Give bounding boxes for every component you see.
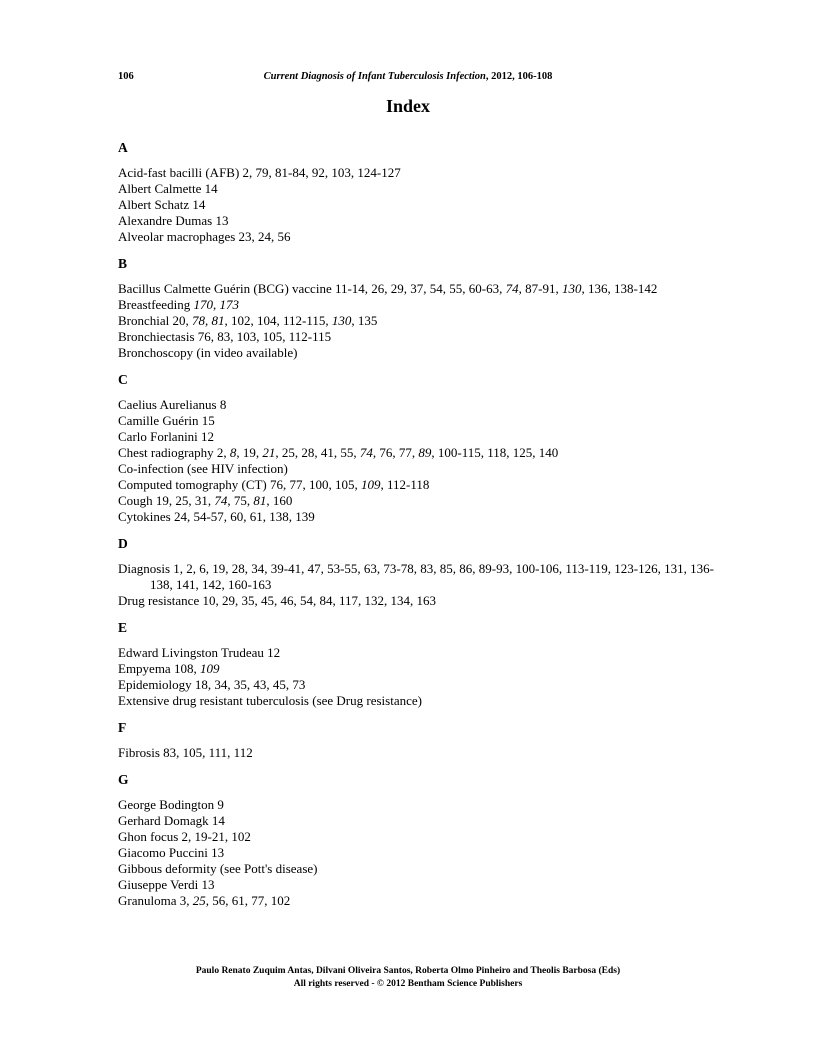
index-entry [118,745,718,761]
entry-text: Albert Schatz 14 [118,197,206,212]
entry-text: , 76, 77, [372,445,419,460]
index-entry [118,429,718,445]
index-section-e [118,620,718,709]
italic-page-ref: 74 [505,281,519,296]
index-entry [118,797,718,813]
entry-text: Albert Calmette 14 [118,181,218,196]
entry-text: Ghon focus 2, 19-21, 102 [118,829,251,844]
entry-text: Fibrosis 83, 105, 111, 112 [118,745,253,760]
entry-text: Bacillus Calmette Guérin (BCG) vaccine 11-14, 26, 29, 37, 54, 55, 60-63, [118,281,506,296]
index-entry [118,181,718,197]
entry-text: Chest radiography 2, [118,445,230,460]
section-letter-heading: C [118,372,128,387]
italic-page-ref: 25 [192,893,206,908]
italic-page-ref: 21 [262,445,276,460]
entry-text: Diagnosis 1, 2, 6, 19, 28, 34, 39-41, 47, 53-55, 63, 73-78, 83, 85, 86, 89-93, 100-106, 113-119, 123-126, 131, 136-138, 141, 142, 160-163 [118,561,714,592]
italic-page-ref: 130 [331,313,352,328]
running-header [118,70,698,84]
italic-page-ref: 78 [192,313,206,328]
italic-page-ref: 173 [219,297,239,312]
index-entry [118,281,718,297]
entry-text: Alveolar macrophages 23, 24, 56 [118,229,291,244]
page-title: Index [385,96,430,116]
entry-text: Computed tomography (CT) 76, 77, 100, 105, [118,477,362,492]
italic-page-ref: 89 [418,445,432,460]
entry-text: Edward Livingston Trudeau 12 [118,645,281,660]
index-entry [118,397,718,413]
footer-copyright: All rights reserved - © 2012 Bentham Science Publishers [293,979,523,989]
entry-text: Bronchoscopy (in video available) [118,345,298,360]
entry-text: , 56, 61, 77, 102 [205,893,291,908]
section-letter-heading: D [118,536,128,551]
index-entry [118,197,718,213]
entry-text: George Bodington 9 [118,797,224,812]
index-entry [118,413,718,429]
index-entry [118,345,718,361]
index-entry [118,645,718,661]
index-entry [118,477,718,493]
entry-text: Cough 19, 25, 31, [118,493,215,508]
index-section-g [118,772,718,909]
entry-text: Carlo Forlanini 12 [118,429,215,444]
entry-text: Giacomo Puccini 13 [118,845,225,860]
entry-text: Breastfeeding [118,297,194,312]
entry-text: , 19, [236,445,263,460]
index-entry [118,165,718,181]
entry-text: Giuseppe Verdi 13 [118,877,215,892]
italic-page-ref: 81 [211,313,225,328]
section-letter-heading: E [118,620,128,635]
entry-text: , 160 [266,493,293,508]
index-entry [118,329,718,345]
section-letter-heading: F [118,720,127,735]
entry-text: , 25, 28, 41, 55, [275,445,360,460]
index-entry [118,461,718,477]
index-entry [118,493,718,509]
entry-text: , [205,313,212,328]
index-entry [118,813,718,829]
entry-text: , 135 [351,313,378,328]
journal-title: Current Diagnosis of Infant Tuberculosis Infection [263,71,486,82]
page-number: 106 [118,71,134,82]
italic-page-ref: 109 [361,477,381,492]
entry-text: Epidemiology 18, 34, 35, 43, 45, 73 [118,677,306,692]
index-entry [118,829,718,845]
italic-page-ref: 81 [253,493,267,508]
italic-page-ref: 170 [193,297,213,312]
index-entry [118,845,718,861]
italic-page-ref: 109 [199,661,220,676]
index-section-a [118,140,718,245]
italic-page-ref: 130 [561,281,582,296]
italic-page-ref: 74 [359,445,373,460]
entry-text: , 75, [227,493,254,508]
italic-page-ref: 8 [229,445,237,460]
index-entry [118,297,718,313]
index-section-d [118,536,718,609]
section-letter-heading: G [118,772,129,787]
entry-text: Bronchiectasis 76, 83, 103, 105, 112-115 [118,329,332,344]
entry-text: Empyema 108, [118,661,200,676]
entry-text: Cytokines 24, 54-57, 60, 61, 138, 139 [118,509,315,524]
index-entry [118,877,718,893]
journal-citation [168,70,648,84]
page-footer [0,965,816,991]
index-entry [118,313,718,329]
entry-text: Caelius Aurelianus 8 [118,397,227,412]
section-letter-heading: A [118,140,128,155]
italic-page-ref: 74 [214,493,228,508]
index-section-f [118,720,718,761]
entry-text: Co-infection (see HIV infection) [118,461,288,476]
index-entry [118,677,718,693]
index-list [118,132,718,920]
entry-text: Drug resistance 10, 29, 35, 45, 46, 54, 84, 117, 132, 134, 163 [118,593,436,608]
entry-text: , 136, 138-142 [581,281,658,296]
index-entry [118,693,718,709]
entry-text: Bronchial 20, [118,313,193,328]
footer-editors: Paulo Renato Zuquim Antas, Dilvani Oliveira Santos, Roberta Olmo Pinheiro and Theolis Barbosa (Eds) [195,966,621,976]
entry-text: Acid-fast bacilli (AFB) 2, 79, 81-84, 92, 103, 124-127 [118,165,401,180]
index-entry [118,893,718,909]
index-entry [118,229,718,245]
index-section-c [118,372,718,525]
entry-text: , 112-118 [380,477,430,492]
entry-text: Gerhard Domagk 14 [118,813,225,828]
index-section-b [118,256,718,361]
entry-text: , 102, 104, 112-115, [224,313,332,328]
index-entry [118,661,718,677]
index-entry [118,445,718,461]
section-letter-heading: B [118,256,128,271]
entry-text: Granuloma 3, [118,893,193,908]
journal-year-pages: , 2012, 106-108 [485,71,553,82]
index-entry [118,593,718,609]
index-entry [118,861,718,877]
entry-text: , [212,297,220,312]
entry-text: Alexandre Dumas 13 [118,213,229,228]
entry-text: , 87-91, [518,281,562,296]
entry-text: , 100-115, 118, 125, 140 [431,445,559,460]
index-entry [118,561,718,593]
index-entry [118,213,718,229]
entry-text: Extensive drug resistant tuberculosis (see Drug resistance) [118,693,422,708]
entry-text: Camille Guérin 15 [118,413,215,428]
index-entry [118,509,718,525]
entry-text: Gibbous deformity (see Pott's disease) [118,861,318,876]
